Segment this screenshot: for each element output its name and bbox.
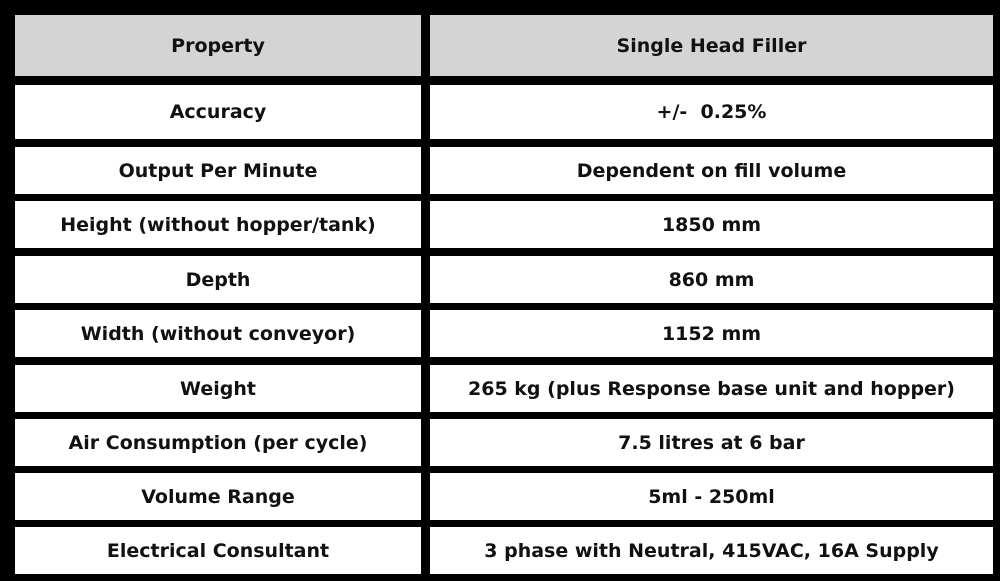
row-label-electrical-consultant: Electrical Consultant — [15, 527, 421, 574]
row-value-volume-range: 5ml - 250ml — [430, 473, 993, 520]
row-value-weight: 265 kg (plus Response base unit and hopper) — [430, 365, 993, 412]
row-value-accuracy: +/- 0.25% — [430, 85, 993, 139]
row-value-electrical-consultant: 3 phase with Neutral, 415VAC, 16A Supply — [430, 527, 993, 574]
header-single-head-filler: Single Head Filler — [430, 15, 993, 76]
row-label-air-consumption: Air Consumption (per cycle) — [15, 419, 421, 466]
row-label-output-per-minute: Output Per Minute — [15, 147, 421, 194]
row-value-height: 1850 mm — [430, 201, 993, 248]
row-label-width: Width (without conveyor) — [15, 310, 421, 357]
row-value-air-consumption: 7.5 litres at 6 bar — [430, 419, 993, 466]
row-label-height: Height (without hopper/tank) — [15, 201, 421, 248]
row-value-width: 1152 mm — [430, 310, 993, 357]
row-label-volume-range: Volume Range — [15, 473, 421, 520]
header-property: Property — [15, 15, 421, 76]
row-label-weight: Weight — [15, 365, 421, 412]
row-label-depth: Depth — [15, 256, 421, 303]
row-value-output-per-minute: Dependent on fill volume — [430, 147, 993, 194]
row-label-accuracy: Accuracy — [15, 85, 421, 139]
row-value-depth: 860 mm — [430, 256, 993, 303]
